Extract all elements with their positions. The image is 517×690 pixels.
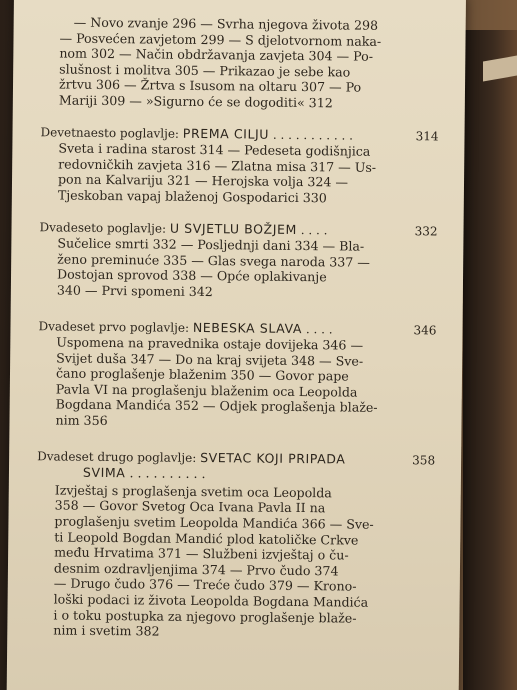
text-line: Sveta i radina starost 314 — Pedeseta godišnjica xyxy=(58,140,371,159)
text-line: čano proglašenje blaženim 350 — Govor pape xyxy=(55,365,349,384)
chapter-title-cont: SVIMA xyxy=(82,464,126,481)
text-line: Bogdana Mandića 352 — Odjek proglašenja blaže- xyxy=(55,396,378,416)
text-line: Mariji 309 — »Sigurno će se dogoditi« 312 xyxy=(58,92,333,111)
text-line: nom 302 — Način obdržavanja zavjeta 304 — Po- xyxy=(59,45,374,64)
chapter-entries xyxy=(57,236,438,302)
text-line: — Novo zvanje 296 — Svrha njegova života 298 xyxy=(73,14,379,33)
chapter-label: Dvadeset prvo poglavlje: xyxy=(38,318,190,335)
table-of-contents xyxy=(37,14,440,642)
text-line: — Drugo čudo 376 — Treće čudo 379 — Krono- xyxy=(53,575,357,595)
text-line: slušnost i molitva 305 — Prikazao je sebe kao xyxy=(59,61,351,80)
text-line: Izvještaj s proglašenja svetim oca Leopolda xyxy=(54,482,332,501)
text-line: loški podaci iz života Leopolda Bogdana Mandića xyxy=(53,591,369,610)
chapter-entries xyxy=(58,141,439,207)
chapter-title: SVETAC KOJI PRIPADA xyxy=(200,449,346,467)
text-line: pon na Kalvariju 321 — Herojska volja 324 — xyxy=(57,171,349,190)
chapter-page-number: 314 xyxy=(415,128,439,144)
text-line: — Posvećen zavjetom 299 — S djelotvornom naka- xyxy=(59,30,382,49)
text-line: Svijet duša 347 — Do na kraj svijeta 348 — Sve- xyxy=(56,350,364,369)
leader-dots: . . . . . . . . . . xyxy=(129,465,206,482)
chapter-entries xyxy=(55,335,436,433)
text-line: među Hrvatima 371 — Službeni izvještaj o ču- xyxy=(54,544,349,563)
chapter-label: Dvadeset drugo poglavlje: xyxy=(37,448,197,465)
intro-entries xyxy=(59,14,440,112)
page-corner xyxy=(483,54,517,81)
text-line: ti Leopold Bogdan Mandić plod katoličke Crkve xyxy=(54,529,359,548)
text-line: redovničkih zavjeta 316 — Zlatna misa 317 — Us- xyxy=(58,156,377,175)
text-line: Uspomena na pravednika ostaje dovijeka 346 — xyxy=(56,334,364,353)
chapter-entries xyxy=(53,482,435,642)
leader-dots: . . . . . . . . . . . xyxy=(272,127,354,143)
text-line: Dostojan sprovod 338 — Opće oplakivanje xyxy=(56,266,327,285)
chapter-label: Dvadeseto poglavlje: xyxy=(39,219,167,236)
text-line: ženo preminuće 335 — Glas svega naroda 337 — xyxy=(57,251,371,270)
text-line: 358 — Govor Svetog Oca Ivana Pavla II na xyxy=(54,497,326,516)
chapter-page-number: 358 xyxy=(412,452,436,468)
chapter-page-number: 346 xyxy=(413,322,437,337)
text-line: Pavla VI na proglašenju blaženim oca Leopolda xyxy=(55,381,358,400)
text-line: proglašenju svetim Leopolda Mandića 366 — Sve- xyxy=(54,513,374,532)
leader-dots: . . . . xyxy=(300,222,328,237)
chapter-title: NEBESKA SLAVA xyxy=(192,319,303,336)
text-line: nim i svetim 382 xyxy=(53,622,160,639)
book-edge xyxy=(463,30,517,690)
chapter-title: PREMA CILJU xyxy=(182,125,270,142)
text-line: nim 356 xyxy=(55,412,108,429)
text-line: desnim ozdravljenjima 374 — Prvo čudo 374 xyxy=(53,560,339,579)
chapter-page-number: 332 xyxy=(414,223,438,238)
leader-dots: . . . . xyxy=(305,321,333,336)
chapter-title: U SVJETLU BOŽJEM xyxy=(169,220,298,237)
text-line: žrtvu 306 — Žrtva s Isusom na oltaru 307 — Po xyxy=(58,76,362,96)
text-line: Sučelice smrti 332 — Posljednji dani 334 — Bla- xyxy=(57,235,365,254)
chapter-title-continuation xyxy=(83,465,435,484)
chapter-label: Devetnaesto poglavlje: xyxy=(40,124,180,141)
text-line: 340 — Prvi spomeni 342 xyxy=(56,282,213,300)
book-page xyxy=(7,0,466,690)
text-line: Tjeskoban vapaj blaženoj Gospodarici 330 xyxy=(57,187,327,206)
text-line: i o toku postupka za njegovo proglašenje blaže- xyxy=(53,607,357,626)
